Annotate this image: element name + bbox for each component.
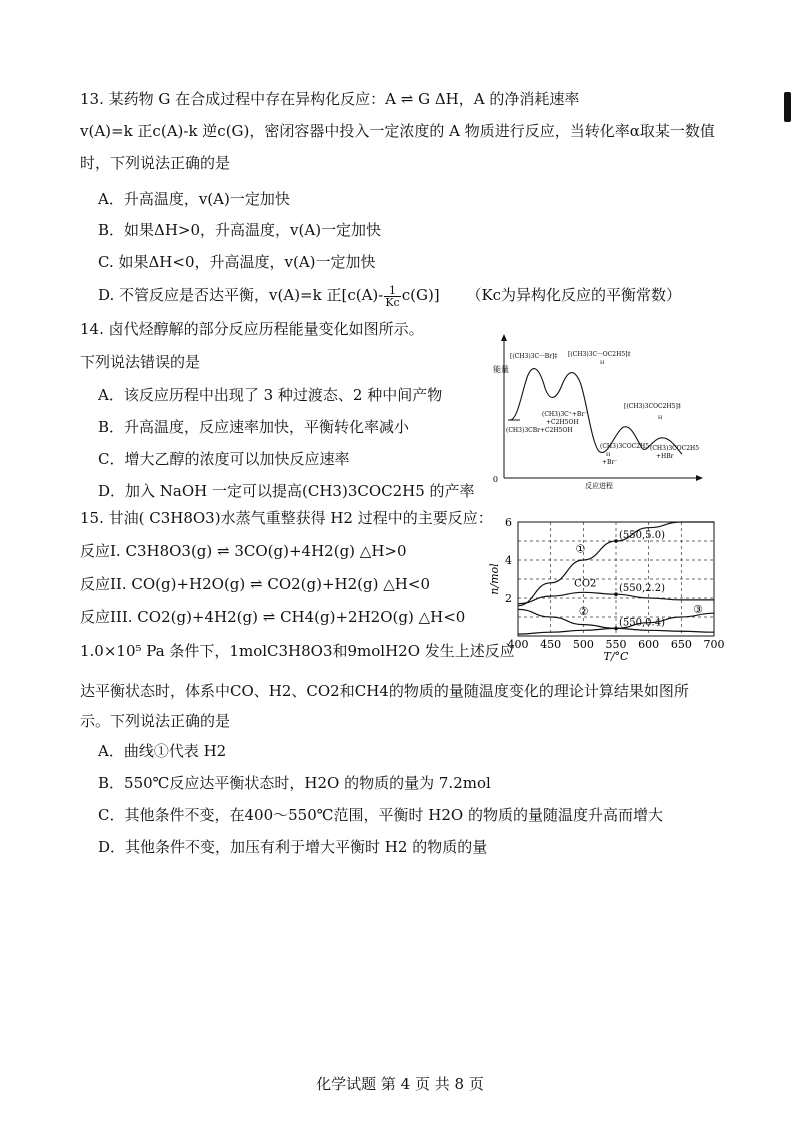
y-tick-label: 2 (505, 592, 512, 605)
series-label-co2: CO2 (574, 578, 597, 590)
series-label-2: ② (578, 605, 589, 619)
y-tick-label: 6 (505, 516, 512, 529)
q13-fraction (384, 285, 400, 308)
x-tick-label: 500 (572, 638, 594, 651)
fraction-denominator: Kc (385, 295, 400, 309)
transition-state-2-h: H (600, 360, 605, 366)
intermediate-2: (CH3)3COC2H5 (600, 443, 650, 450)
products-hbr: +HBr (656, 453, 674, 460)
q14-option-c: C．增大乙醇的浓度可以加快反应速率 (98, 450, 350, 468)
annotation-label: (550,2.2) (619, 583, 665, 595)
annotation-point (614, 592, 618, 596)
q15-stem-line1: 15. 甘油( C3H8O3)水蒸气重整获得 H2 过程中的主要反应： (80, 509, 493, 527)
q13-option-d (98, 284, 681, 308)
q15-stem-line7: 示。下列说法正确的是 (80, 712, 231, 730)
q13-option-a: A．升高温度，v(A)一定加快 (98, 190, 290, 208)
x-tick-label: 700 (703, 638, 725, 651)
transition-state-1: [(CH3)3C···Br]‡ (510, 353, 558, 360)
x-tick-label: 400 (507, 638, 529, 651)
q13-option-d-formula-end: c(G)] (401, 286, 440, 304)
annotation-label: (550,0.4) (619, 617, 665, 629)
y-tick-label: 4 (505, 554, 512, 567)
q15-reaction-1: 反应I. C3H8O3(g) ⇌ 3CO(g)+4H2(g) △H>0 (80, 542, 407, 560)
energy-axis-arrow (501, 334, 507, 341)
diagram-y-label: 能量 (493, 365, 509, 374)
diagram-origin: 0 (492, 475, 498, 484)
q14-stem-line1: 14. 卤代烃醇解的部分反应历程能量变化如图所示。 (80, 320, 424, 338)
intermediate-1-ethanol: +C2H5OH (546, 419, 579, 426)
x-tick-label: 550 (605, 638, 627, 651)
q13-rate-expression: v(A)=k 正c(A)-k 逆c(G) (80, 122, 250, 140)
q15-condition: 1.0×10⁵ Pa 条件下，1molC3H8O3和9molH2O 发生上述反应 (80, 642, 515, 660)
q14-option-b: B．升高温度，反应速率加快，平衡转化率减小 (98, 418, 410, 436)
q14-stem-line2: 下列说法错误的是 (80, 353, 201, 371)
progress-axis-arrow (696, 475, 703, 481)
q15-option-c: C．其他条件不变，在400～550℃范围，平衡时 H2O 的物质的量随温度升高而增大 (98, 806, 663, 824)
transition-state-3: [(CH3)3COC2H5]‡ (624, 403, 681, 410)
transition-state-3-h: H (658, 415, 663, 421)
q13-stem-line2-rest: ，密闭容器中投入一定浓度的 A 物质进行反应，当转化率α取某一数值 (249, 122, 715, 140)
q13-stem-line3: 时，下列说法正确的是 (80, 154, 231, 172)
q13-option-d-note: （Kc为异构化反应的平衡常数） (466, 286, 682, 304)
x-tick-label: 650 (670, 638, 692, 651)
series-label-3: ③ (693, 603, 703, 617)
page-footer: 化学试题 第 4 页 共 8 页 (316, 1075, 484, 1093)
q15-option-a: A．曲线①代表 H2 (98, 742, 227, 760)
x-tick-label: 600 (638, 638, 660, 651)
fraction-numerator: 1 (384, 285, 400, 297)
intermediate-2-h: H (606, 452, 611, 458)
q15-option-b: B．550℃反应达平衡状态时，H2O 的物质的量为 7.2mol (98, 774, 491, 792)
intermediate-1: (CH3)3C⁺+Br⁻ (542, 411, 588, 418)
q13-stem-line1: 13. 某药物 G 在合成过程中存在异构化反应：A ⇌ G ΔH，A 的净消耗速率 (80, 90, 580, 108)
q14-option-d: D．加入 NaOH 一定可以提高(CH3)3COC2H5 的产率 (98, 482, 475, 500)
x-axis-label: T/°C (603, 650, 629, 663)
q13-option-c: C. 如果ΔH<0，升高温度，v(A)一定加快 (98, 253, 376, 271)
q15-option-d: D．其他条件不变，加压有利于增大平衡时 H2 的物质的量 (98, 838, 488, 856)
q13-option-b: B．如果ΔH>0，升高温度，v(A)一定加快 (98, 221, 382, 239)
q15-reaction-3: 反应III. CO2(g)+4H2(g) ⇌ CH4(g)+2H2O(g) △H<0 (80, 608, 466, 626)
series-label-1: ① (575, 542, 586, 556)
q15-reaction-2: 反应II. CO(g)+H2O(g) ⇌ CO2(g)+H2(g) △H<0 (80, 575, 430, 593)
intermediate-2-bromide: +Br⁻ (602, 459, 618, 466)
annotation-point (614, 627, 618, 631)
annotation-label: (550,5.0) (619, 530, 665, 541)
y-axis-label: n/mol (488, 563, 501, 595)
reactants-label: (CH3)3CBr+C2H5OH (506, 427, 573, 434)
mole-temperature-chart (488, 516, 725, 664)
q15-stem-line6: 达平衡状态时，体系中CO、H2、CO2和CH4的物质的量随温度变化的理论计算结果如图所 (80, 682, 689, 700)
diagram-x-label: 反应进程 (585, 482, 613, 490)
transition-state-2: [(CH3)3C···OC2H5]‡ (568, 351, 631, 358)
products-label: (CH3)3COC2H5 (650, 445, 700, 452)
q13-stem-line2 (80, 120, 715, 142)
annotation-point (614, 539, 618, 543)
energy-diagram (490, 330, 705, 490)
energy-curve (510, 369, 682, 454)
x-tick-label: 450 (540, 638, 562, 651)
q13-option-d-formula-start: D. 不管反应是否达平衡，v(A)=k 正[c(A)- (98, 286, 384, 304)
scan-edge-mark (784, 92, 791, 122)
q14-option-a: A．该反应历程中出现了 3 种过渡态、2 种中间产物 (98, 386, 443, 404)
